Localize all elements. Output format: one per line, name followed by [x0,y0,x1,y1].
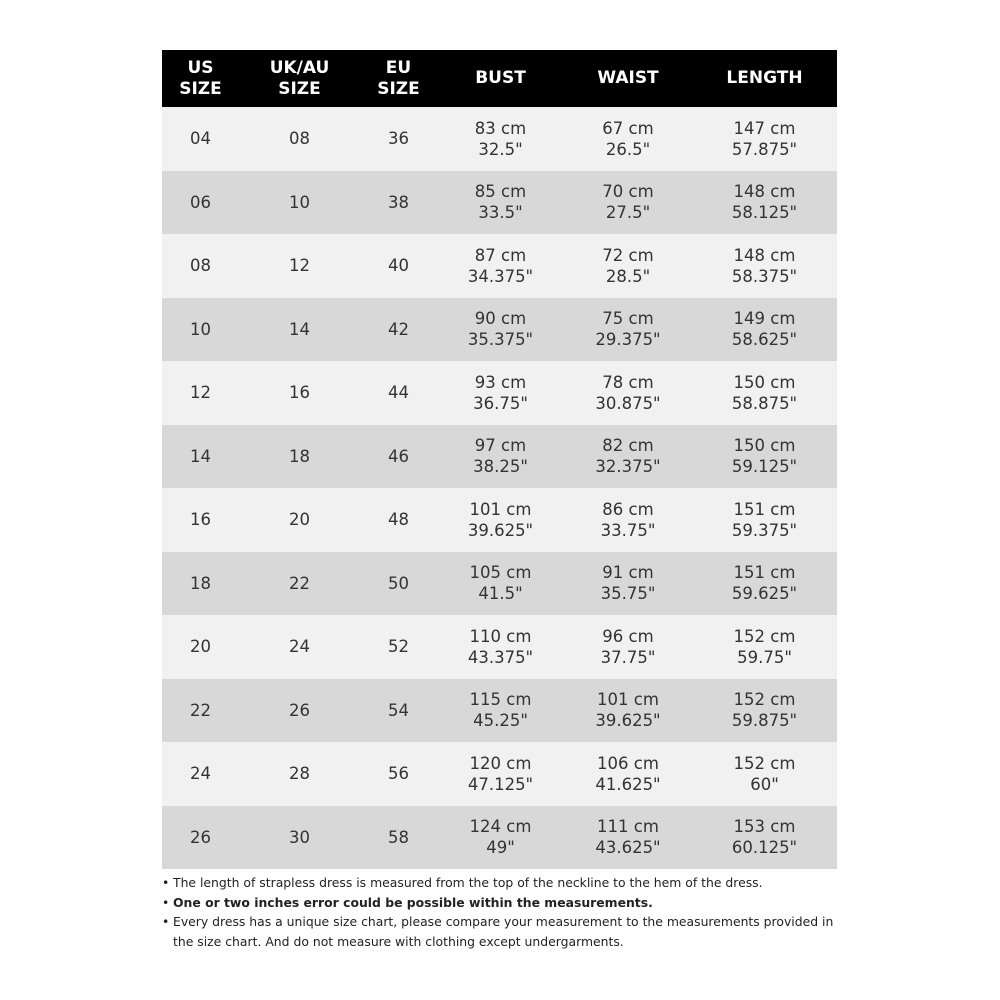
bust-cm-value: 120 cm [469,753,532,773]
length-cm-value: 151 cm [733,499,796,519]
cell-uk-au-size [239,552,360,616]
length-cm-value: 148 cm [733,245,796,265]
bullet-icon: • [162,914,170,929]
cell-length [692,552,837,616]
eu-size-value: 40 [388,256,409,276]
length-cm-value: 150 cm [733,372,796,392]
waist-cm-value: 91 cm [602,563,654,583]
cell-bust [437,425,564,489]
waist-inch-value: 41.625" [595,774,661,794]
cell-length [692,361,837,425]
waist-cm-value: 106 cm [597,753,659,773]
us-size-value: 20 [190,637,211,657]
cell-waist [564,234,692,298]
header-eu-size-line1: EU [385,57,412,78]
bust-inch-value: 33.5" [478,203,523,223]
eu-size-value: 36 [388,129,409,149]
header-uk-au-size-line2: SIZE [278,78,321,99]
cell-length [692,171,837,235]
cell-waist [564,552,692,616]
bust-inch-value: 43.375" [467,647,534,667]
uk-au-size-value: 16 [289,383,310,403]
cell-bust [437,361,564,425]
cell-waist [564,107,692,171]
bust-cm-value: 83 cm [474,118,527,138]
size-chart-table [162,50,837,869]
header-uk-au-size-line1: UK/AU [269,57,330,78]
cell-eu-size [360,425,437,489]
cell-eu-size [360,361,437,425]
bust-inch-value: 36.75" [473,393,528,413]
header-eu-size-line2: SIZE [377,78,420,99]
bullet-icon: • [162,894,170,910]
cell-waist [564,806,692,870]
us-size-value: 10 [190,319,211,339]
note-text: One or two inches error could be possible within the measurements. [173,894,653,910]
cell-waist [564,615,692,679]
waist-cm-value: 86 cm [602,499,654,519]
cell-waist [564,361,692,425]
us-size-value: 24 [190,764,211,784]
cell-uk-au-size [239,234,360,298]
eu-size-value: 42 [388,319,409,339]
cell-us-size [162,298,239,362]
table-row [162,806,837,870]
cell-waist [564,171,692,235]
waist-inch-value: 43.625" [595,838,661,858]
bust-inch-value: 34.375" [467,266,534,286]
length-inch-value: 59.625" [731,584,798,604]
cell-bust [437,615,564,679]
uk-au-size-value: 12 [289,256,310,276]
length-cm-value: 152 cm [733,753,796,773]
table-row [162,552,837,616]
table-row [162,107,837,171]
length-inch-value: 58.375" [731,266,798,286]
waist-cm-value: 96 cm [602,626,654,646]
cell-uk-au-size [239,742,360,806]
header-us-size-line2: SIZE [179,78,222,99]
uk-au-size-value: 26 [289,700,310,720]
table-row [162,234,837,298]
cell-us-size [162,361,239,425]
uk-au-size-value: 30 [289,827,310,847]
waist-inch-value: 28.5" [605,266,651,286]
cell-us-size [162,234,239,298]
waist-inch-value: 35.75" [600,584,656,604]
table-body [162,107,837,869]
bust-inch-value: 32.5" [478,139,523,159]
table-header [162,50,837,107]
us-size-value: 06 [190,192,211,212]
eu-size-value: 58 [388,827,409,847]
uk-au-size-value: 14 [289,319,310,339]
header-length [692,50,837,107]
header-uk-au-size [239,50,360,107]
bust-inch-value: 49" [486,838,515,858]
length-inch-value: 59.125" [731,457,798,477]
length-inch-value: 60" [750,774,779,794]
uk-au-size-value: 10 [289,192,310,212]
cell-waist [564,742,692,806]
length-cm-value: 152 cm [733,690,796,710]
waist-cm-value: 101 cm [597,690,659,710]
waist-cm-value: 82 cm [602,436,654,456]
cell-bust [437,679,564,743]
cell-bust [437,171,564,235]
cell-waist [564,298,692,362]
note-text: The length of strapless dress is measured from the top of the neckline to the hem of the dress. [173,875,763,890]
cell-uk-au-size [239,488,360,552]
length-inch-value: 59.875" [731,711,798,731]
cell-bust [437,107,564,171]
bust-cm-value: 124 cm [469,817,532,837]
cell-uk-au-size [239,615,360,679]
cell-bust [437,298,564,362]
eu-size-value: 44 [388,383,409,403]
cell-us-size [162,552,239,616]
cell-us-size [162,615,239,679]
cell-us-size [162,107,239,171]
cell-waist [564,488,692,552]
cell-bust [437,552,564,616]
cell-us-size [162,425,239,489]
cell-us-size [162,742,239,806]
cell-bust [437,742,564,806]
eu-size-value: 56 [388,764,409,784]
cell-length [692,234,837,298]
cell-eu-size [360,679,437,743]
cell-us-size [162,679,239,743]
bust-cm-value: 85 cm [474,182,527,202]
eu-size-value: 38 [388,192,409,212]
header-us-size-line1: US [187,57,214,78]
cell-us-size [162,171,239,235]
waist-cm-value: 111 cm [597,817,659,837]
length-cm-value: 147 cm [733,118,796,138]
bust-cm-value: 101 cm [469,499,532,519]
uk-au-size-value: 08 [289,129,310,149]
length-inch-value: 60.125" [731,838,798,858]
table-row [162,171,837,235]
cell-length [692,107,837,171]
us-size-value: 26 [190,827,211,847]
cell-bust [437,488,564,552]
length-inch-value: 58.625" [731,330,798,350]
cell-length [692,679,837,743]
cell-uk-au-size [239,171,360,235]
bust-cm-value: 93 cm [474,372,527,392]
cell-eu-size [360,806,437,870]
header-waist [564,50,692,107]
cell-uk-au-size [239,425,360,489]
cell-uk-au-size [239,806,360,870]
length-inch-value: 57.875" [731,139,798,159]
cell-us-size [162,488,239,552]
cell-length [692,425,837,489]
length-inch-value: 58.125" [731,203,798,223]
cell-length [692,806,837,870]
cell-length [692,742,837,806]
cell-eu-size [360,552,437,616]
note-item [162,873,837,893]
bust-inch-value: 45.25" [473,711,528,731]
eu-size-value: 46 [388,446,409,466]
bust-inch-value: 47.125" [467,774,534,794]
header-eu-size [360,50,437,107]
cell-eu-size [360,298,437,362]
bust-cm-value: 110 cm [469,626,532,646]
header-us-size [162,50,239,107]
cell-uk-au-size [239,361,360,425]
us-size-value: 08 [190,256,211,276]
us-size-value: 14 [190,446,211,466]
us-size-value: 16 [190,510,211,530]
table-row [162,361,837,425]
eu-size-value: 50 [388,573,409,593]
note-text: Every dress has a unique size chart, please compare your measurement to the measurements provided in the size chart. And do not measure with clothing except undergarments. [173,914,834,949]
table-row [162,679,837,743]
cell-bust [437,234,564,298]
cell-eu-size [360,615,437,679]
eu-size-value: 48 [388,510,409,530]
cell-eu-size [360,171,437,235]
us-size-value: 12 [190,383,211,403]
cell-us-size [162,806,239,870]
header-length-label: LENGTH [726,68,803,88]
cell-uk-au-size [239,679,360,743]
us-size-value: 04 [190,129,211,149]
bust-inch-value: 38.25" [473,457,528,477]
note-item [162,893,837,913]
header-waist-label: WAIST [597,68,659,88]
waist-inch-value: 27.5" [605,203,651,223]
uk-au-size-value: 20 [289,510,310,530]
eu-size-value: 54 [388,700,409,720]
length-inch-value: 59.75" [737,647,792,667]
length-cm-value: 152 cm [733,626,796,646]
waist-inch-value: 26.5" [605,139,651,159]
uk-au-size-value: 24 [289,637,310,657]
cell-eu-size [360,107,437,171]
length-inch-value: 59.375" [731,520,798,540]
cell-eu-size [360,488,437,552]
waist-cm-value: 78 cm [602,372,654,392]
cell-length [692,615,837,679]
bullet-icon: • [162,875,170,890]
length-cm-value: 148 cm [733,182,796,202]
waist-cm-value: 72 cm [602,245,654,265]
waist-inch-value: 39.625" [595,711,661,731]
waist-cm-value: 67 cm [602,118,654,138]
table-row [162,425,837,489]
cell-length [692,488,837,552]
bust-inch-value: 41.5" [478,584,523,604]
uk-au-size-value: 22 [289,573,310,593]
cell-length [692,298,837,362]
us-size-value: 22 [190,700,211,720]
header-bust-label: BUST [475,68,526,88]
bust-inch-value: 35.375" [467,330,534,350]
waist-inch-value: 32.375" [595,457,661,477]
bust-cm-value: 97 cm [474,436,527,456]
cell-eu-size [360,742,437,806]
length-cm-value: 151 cm [733,563,796,583]
table-row [162,488,837,552]
bust-cm-value: 105 cm [469,563,532,583]
cell-uk-au-size [239,107,360,171]
table-row [162,615,837,679]
us-size-value: 18 [190,573,211,593]
header-bust [437,50,564,107]
waist-cm-value: 75 cm [602,309,654,329]
uk-au-size-value: 18 [289,446,310,466]
table-row [162,298,837,362]
bust-inch-value: 39.625" [467,520,534,540]
cell-uk-au-size [239,298,360,362]
length-cm-value: 153 cm [733,817,796,837]
table-row [162,742,837,806]
waist-inch-value: 30.875" [595,393,661,413]
waist-inch-value: 33.75" [600,520,656,540]
length-inch-value: 58.875" [731,393,798,413]
bust-cm-value: 90 cm [474,309,527,329]
cell-waist [564,425,692,489]
measurement-notes [162,873,837,951]
uk-au-size-value: 28 [289,764,310,784]
cell-eu-size [360,234,437,298]
eu-size-value: 52 [388,637,409,657]
cell-waist [564,679,692,743]
length-cm-value: 150 cm [733,436,796,456]
note-item [162,912,837,951]
cell-bust [437,806,564,870]
waist-inch-value: 29.375" [595,330,661,350]
waist-inch-value: 37.75" [600,647,656,667]
length-cm-value: 149 cm [733,309,796,329]
waist-cm-value: 70 cm [602,182,654,202]
bust-cm-value: 87 cm [474,245,527,265]
bust-cm-value: 115 cm [469,690,532,710]
